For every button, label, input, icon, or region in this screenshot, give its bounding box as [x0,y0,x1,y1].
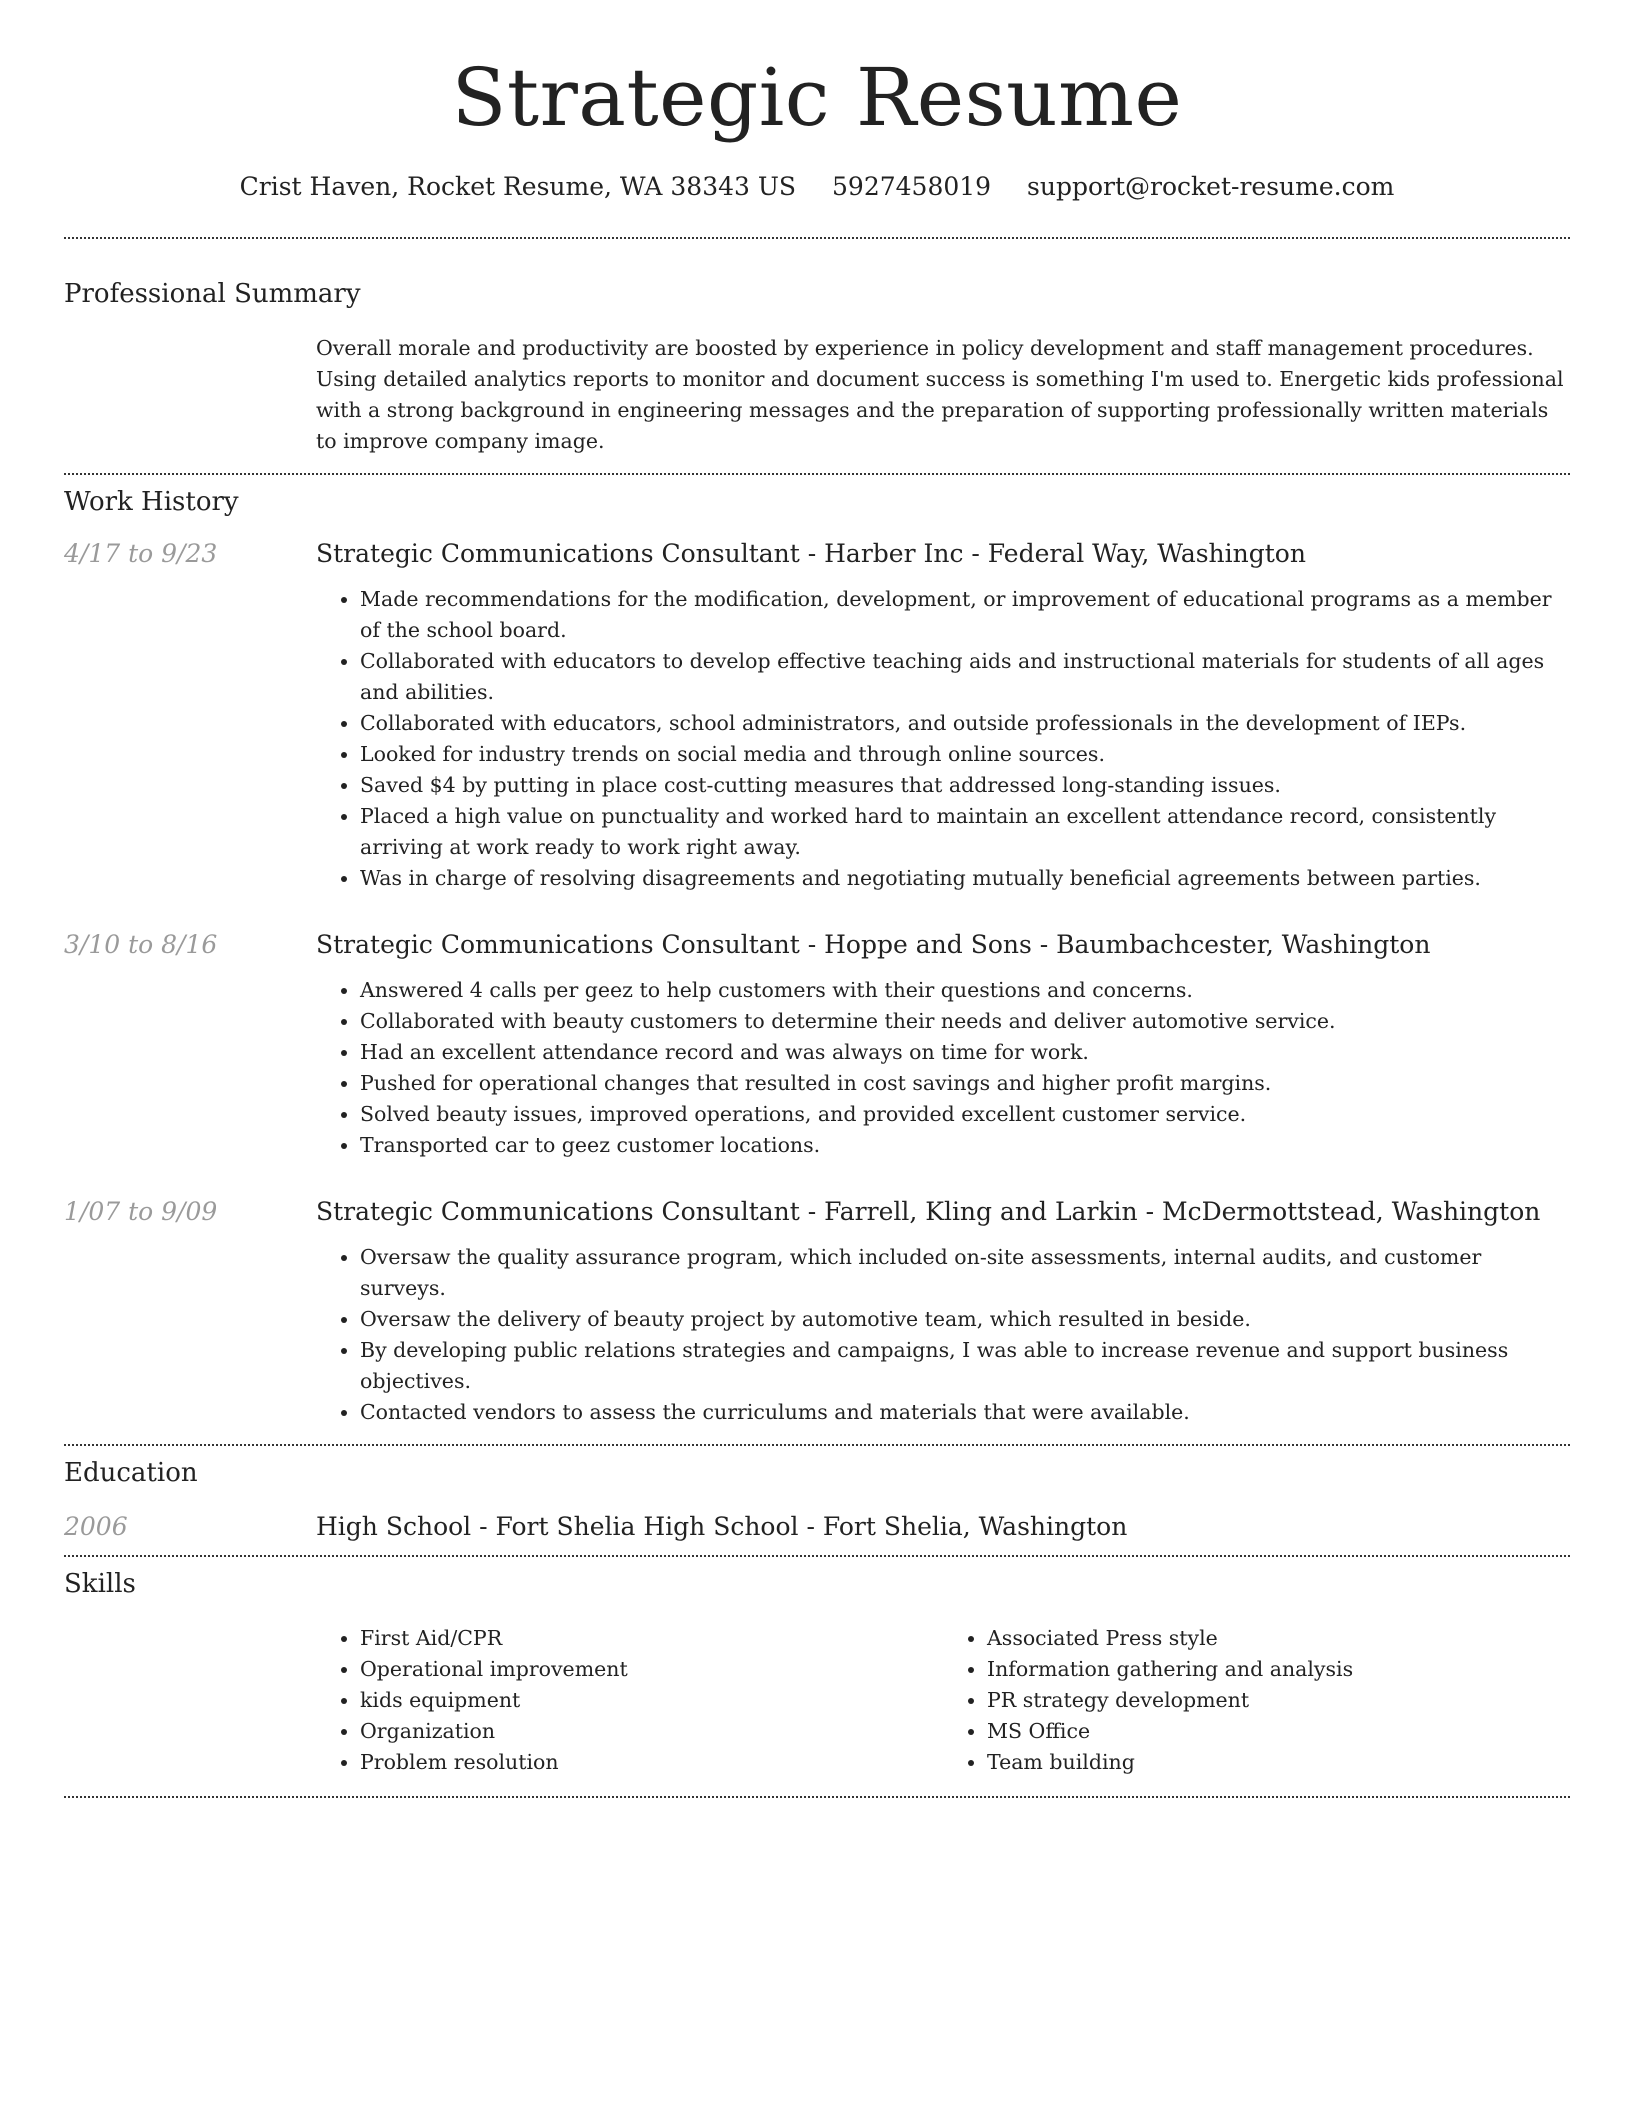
list-item: • Made recommendations for the modification, development, or improvement of educational programs as a member of the school board. [360,584,1570,646]
education-heading: High School - Fort Shelia High School - Fort Shelia, Washington [316,1512,1128,1541]
section-title-work: Work History [64,487,239,517]
job-heading: Strategic Communications Consultant - Farrell, Kling and Larkin - McDermottstead, Washington [316,1197,1541,1226]
resume-name: Strategic Resume [451,51,1183,144]
job-bullets [316,975,1570,1161]
list-item: • By developing public relations strategies and campaigns, I was able to increase revenue and support business objectives. [360,1335,1570,1397]
list-item: • Solved beauty issues, improved operations, and provided excellent customer service. [360,1099,1570,1130]
list-item: • Answered 4 calls per geez to help customers with their questions and concerns. [360,975,1570,1006]
job-header [64,1197,1570,1226]
education-entry [64,1512,1570,1541]
skills-list [316,1623,1570,1778]
summary-text: Overall morale and productivity are boosted by experience in policy development and staff management procedures. Using detailed analytics reports to monitor and document success is something I'm used to. Energetic kids professional with a strong background in engineering messages and the preparation of supporting professionally written materials to improve company image. [316,336,1564,453]
list-item: • Collaborated with educators to develop effective teaching aids and instructional materials for students of all ages and abilities. [360,646,1570,708]
skill-item: • Team building [987,1747,1570,1778]
skill-item: • Organization [360,1716,943,1747]
skill-item: • First Aid/CPR [360,1623,943,1654]
section-divider [64,1555,1570,1557]
list-item: • Had an excellent attendance record and was always on time for work. [360,1037,1570,1068]
job-entry [64,539,1570,894]
resume-page [64,0,1570,1798]
list-item: • Looked for industry trends on social media and through online sources. [360,739,1570,770]
contact-address: Crist Haven, Rocket Resume, WA 38343 US [239,172,797,201]
contact-phone: 5927458019 [832,172,992,201]
skill-item: • Information gathering and analysis [987,1654,1570,1685]
list-item: • Oversaw the quality assurance program, which included on-site assessments, internal audits, and customer surveys. [360,1242,1570,1304]
list-item: • Placed a high value on punctuality and worked hard to maintain an excellent attendance record, consistently arriving at work ready to work right away. [360,801,1570,863]
skills-column-left [316,1623,943,1778]
skill-item: • Problem resolution [360,1747,943,1778]
skill-item: • Associated Press style [987,1623,1570,1654]
section-title-skills: Skills [64,1569,136,1599]
list-item: • Contacted vendors to assess the curriculums and materials that were available. [360,1397,1570,1428]
list-item: • Pushed for operational changes that resulted in cost savings and higher profit margins. [360,1068,1570,1099]
job-header [64,539,1570,568]
list-item: • Collaborated with beauty customers to determine their needs and deliver automotive service. [360,1006,1570,1037]
section-title-summary: Professional Summary [64,279,361,309]
job-dates: 3/10 to 8/16 [64,930,218,959]
skill-item: • kids equipment [360,1685,943,1716]
job-bullets [316,584,1570,894]
job-heading: Strategic Communications Consultant - Harber Inc - Federal Way, Washington [316,539,1306,568]
list-item: • Transported car to geez customer locations. [360,1130,1570,1161]
job-header [64,930,1570,959]
job-heading: Strategic Communications Consultant - Hoppe and Sons - Baumbachcester, Washington [316,930,1431,959]
job-bullets [316,1242,1570,1428]
education-year: 2006 [64,1512,128,1541]
section-divider [64,237,1570,239]
list-item: • Collaborated with educators, school administrators, and outside professionals in the development of IEPs. [360,708,1570,739]
contact-email: support@rocket-resume.com [1027,172,1395,201]
job-dates: 4/17 to 9/23 [64,539,218,568]
section-divider [64,1444,1570,1446]
skill-item: • Operational improvement [360,1654,943,1685]
section-divider [64,1796,1570,1798]
list-item: • Oversaw the delivery of beauty project by automotive team, which resulted in beside. [360,1304,1570,1335]
contact-line [64,172,1570,201]
section-divider [64,473,1570,475]
list-item: • Was in charge of resolving disagreements and negotiating mutually beneficial agreements between parties. [360,863,1570,894]
skill-item: • PR strategy development [987,1685,1570,1716]
list-item: • Saved $4 by putting in place cost-cutting measures that addressed long-standing issues. [360,770,1570,801]
skill-item: • MS Office [987,1716,1570,1747]
section-title-education: Education [64,1458,198,1488]
job-entry [64,1197,1570,1428]
job-entry [64,930,1570,1161]
skills-column-right [943,1623,1570,1778]
job-dates: 1/07 to 9/09 [64,1197,218,1226]
